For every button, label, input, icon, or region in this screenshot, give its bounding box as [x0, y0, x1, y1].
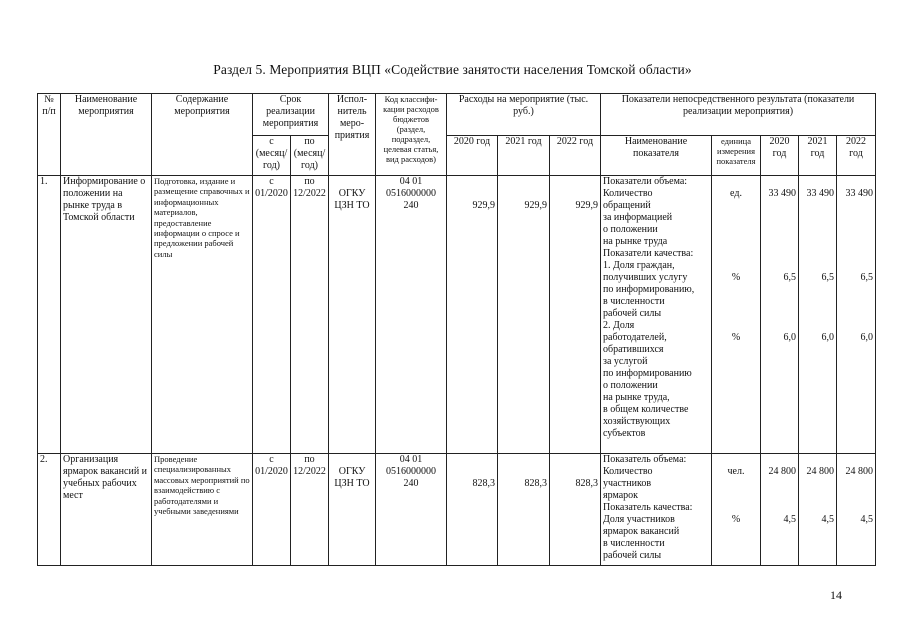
- header-term-to: по (месяц/ год): [291, 136, 329, 176]
- row-num: 2.: [38, 454, 61, 566]
- header-content: Содержание мероприятия: [152, 94, 253, 176]
- row-name: Организация ярмарок вакансий и учебных рабочих мест: [61, 454, 152, 566]
- measures-table: [37, 93, 876, 566]
- header-res-2021: 2021 год: [799, 136, 837, 176]
- header-exp-2020: 2020 год: [447, 136, 498, 176]
- header-expenses: Расходы на мероприятие (тыс. руб.): [447, 94, 601, 136]
- row-code: 04 01 0516000000 240: [376, 454, 447, 566]
- row-content: Подготовка, издание и размещение справочных и информационных материалов, предоставление информации о спросе и предложении рабочей силы: [152, 176, 253, 454]
- row-res-2022: 24 800 4,5: [837, 454, 876, 566]
- header-exp-2022: 2022 год: [550, 136, 601, 176]
- row-indicators: Показатель объема: Количество участников ярмарок Показатель качества: Доля участников ярмарок вакансий в численности рабочей силы: [601, 454, 712, 566]
- header-res-2022: 2022 год: [837, 136, 876, 176]
- row-res-2022: 33 490 6,5 6,0: [837, 176, 876, 454]
- header-term-from: с (месяц/ год): [253, 136, 291, 176]
- row-to: по 12/2022: [291, 176, 329, 454]
- row-res-2021: 33 490 6,5 6,0: [799, 176, 837, 454]
- row-to: по 12/2022: [291, 454, 329, 566]
- table-row: [38, 176, 876, 454]
- row-exp-2021: 929,9: [498, 176, 550, 454]
- row-from: с 01/2020: [253, 454, 291, 566]
- row-exp-2022: 828,3: [550, 454, 601, 566]
- row-res-2021: 24 800 4,5: [799, 454, 837, 566]
- header-results: Показатели непосредственного результата (показатели реализации мероприятия): [601, 94, 876, 136]
- row-units: чел. %: [712, 454, 761, 566]
- row-code: 04 01 0516000000 240: [376, 176, 447, 454]
- row-res-2020: 33 490 6,5 6,0: [761, 176, 799, 454]
- row-executor: ОГКУ ЦЗН ТО: [329, 454, 376, 566]
- header-num: № п/п: [38, 94, 61, 176]
- row-from: с 01/2020: [253, 176, 291, 454]
- page-number: 14: [830, 588, 842, 602]
- row-indicators: Показатели объема: Количество обращений за информацией о положении на рынке труда Показатели качества: 1. Доля граждан, получивших услугу по информированию, в численности рабочей силы 2. Доля работодателей, обратившихся за услугой по информированию о положении на рынке труда, в общем количестве хозяйствующих субъектов: [601, 176, 712, 454]
- row-num: 1.: [38, 176, 61, 454]
- header-term: Срок реализации мероприятия: [253, 94, 329, 136]
- header-indicator-name: Наименование показателя: [601, 136, 712, 176]
- row-exp-2020: 929,9: [447, 176, 498, 454]
- row-units: ед. % %: [712, 176, 761, 454]
- row-exp-2022: 929,9: [550, 176, 601, 454]
- header-executor: Испол- нитель меро- приятия: [329, 94, 376, 176]
- header-name: Наименование мероприятия: [61, 94, 152, 176]
- page-title: Раздел 5. Мероприятия ВЦП «Содействие занятости населения Томской области»: [213, 62, 692, 77]
- header-exp-2021: 2021 год: [498, 136, 550, 176]
- table-row: [38, 454, 876, 566]
- header-res-2020: 2020 год: [761, 136, 799, 176]
- row-executor: ОГКУ ЦЗН ТО: [329, 176, 376, 454]
- row-res-2020: 24 800 4,5: [761, 454, 799, 566]
- row-exp-2020: 828,3: [447, 454, 498, 566]
- header-unit: единица измерения показателя: [712, 136, 761, 176]
- row-exp-2021: 828,3: [498, 454, 550, 566]
- row-name: Информирование о положении на рынке труда в Томской области: [61, 176, 152, 454]
- header-code: Код классифи- кации расходов бюджетов (раздел, подраздел, целевая статья, вид расходов): [376, 94, 447, 176]
- row-content: Проведение специализированных массовых мероприятий по взаимодействию с работодателями и учебными заведениями: [152, 454, 253, 566]
